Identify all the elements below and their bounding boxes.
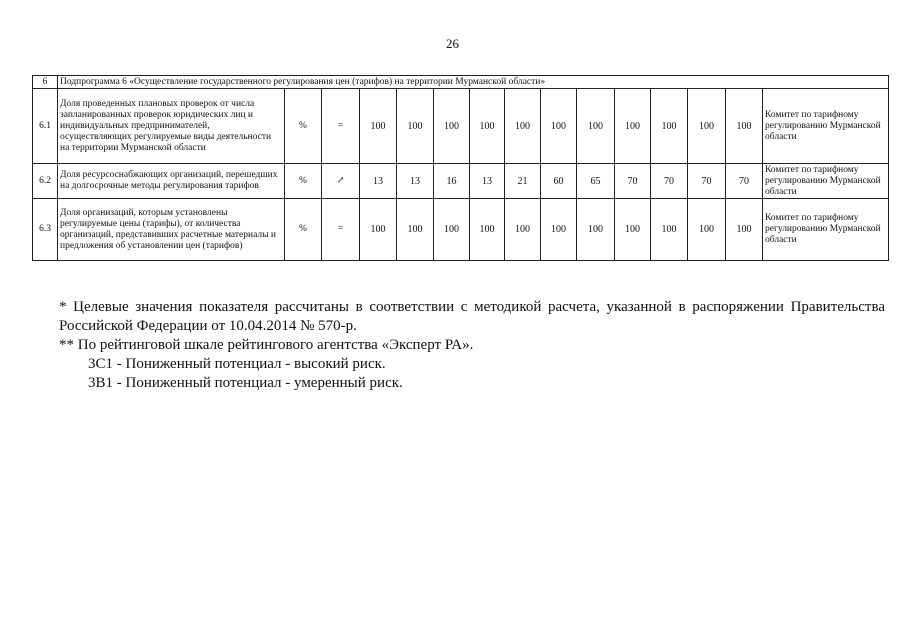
page-number: 26 — [446, 36, 459, 51]
value-cell: 100 — [651, 199, 688, 261]
footnotes — [59, 298, 885, 393]
responsible-org: Комитет по тарифному регулированию Мурманской области — [763, 164, 889, 199]
subprogram-row — [33, 76, 889, 89]
value-cell: 100 — [470, 199, 505, 261]
value-cell: 70 — [726, 164, 763, 199]
value-cell: 100 — [688, 199, 726, 261]
indicator-name: Доля организаций, которым установлены регулируемые цены (тарифы), от количества организаций, представивших расчетные материалы и предложения об установлении цен (тарифов) — [58, 199, 285, 261]
row-number: 6.2 — [33, 164, 58, 199]
value-cell: 70 — [651, 164, 688, 199]
value-cell: 100 — [577, 89, 615, 164]
indicators-table — [32, 75, 889, 261]
footnote-rating-3b1: 3B1 - Пониженный потенциал - умеренный риск. — [88, 375, 403, 391]
value-cell: 100 — [577, 199, 615, 261]
indicator-name: Доля проведенных плановых проверок от числа запланированных проверок юридических лиц и индивидуальных предпринимателей, осуществляющих регулируемые виды деятельности на территории Мурманской области — [58, 89, 285, 164]
trend-cell: ↗ — [322, 164, 360, 199]
value-cell: 100 — [615, 199, 651, 261]
value-cell: 100 — [360, 89, 397, 164]
value-cell: 100 — [651, 89, 688, 164]
indicator-name: Доля ресурсоснабжающих организаций, перешедших на долгосрочные методы регулирования тарифов — [58, 164, 285, 199]
footnote-target-values: * Целевые значения показателя рассчитаны в соответствии с методикой расчета, указанной в распоряжении Правительства Российской Федерации от 10.04.2014 № 570-р. — [59, 299, 885, 334]
value-cell: 100 — [434, 89, 470, 164]
value-cell: 70 — [615, 164, 651, 199]
value-cell: 100 — [470, 89, 505, 164]
value-cell: 100 — [688, 89, 726, 164]
value-cell: 100 — [726, 199, 763, 261]
trend-cell: = — [322, 199, 360, 261]
value-cell: 70 — [688, 164, 726, 199]
row-number: 6.1 — [33, 89, 58, 164]
value-cell: 100 — [397, 199, 434, 261]
responsible-org: Комитет по тарифному регулированию Мурманской области — [763, 89, 889, 164]
value-cell: 100 — [541, 89, 577, 164]
value-cell: 100 — [360, 199, 397, 261]
value-cell: 65 — [577, 164, 615, 199]
table-row — [33, 199, 889, 261]
unit-cell: % — [285, 89, 322, 164]
value-cell: 100 — [541, 199, 577, 261]
value-cell: 13 — [360, 164, 397, 199]
footnote-rating-3c1: 3C1 - Пониженный потенциал - высокий риск. — [88, 356, 386, 372]
value-cell: 100 — [615, 89, 651, 164]
value-cell: 13 — [470, 164, 505, 199]
value-cell: 100 — [397, 89, 434, 164]
trend-cell: = — [322, 89, 360, 164]
value-cell: 13 — [397, 164, 434, 199]
value-cell: 60 — [541, 164, 577, 199]
value-cell: 100 — [434, 199, 470, 261]
value-cell: 100 — [505, 199, 541, 261]
value-cell: 100 — [505, 89, 541, 164]
subprogram-number: 6 — [33, 76, 58, 89]
unit-cell: % — [285, 164, 322, 199]
table-row — [33, 89, 889, 164]
footnote-rating-scale: ** По рейтинговой шкале рейтингового агентства «Эксперт РА». — [59, 337, 474, 353]
subprogram-title: Подпрограмма 6 «Осуществление государственного регулирования цен (тарифов) на территории Мурманской области» — [58, 76, 889, 89]
row-number: 6.3 — [33, 199, 58, 261]
table-row — [33, 164, 889, 199]
unit-cell: % — [285, 199, 322, 261]
value-cell: 100 — [726, 89, 763, 164]
value-cell: 21 — [505, 164, 541, 199]
responsible-org: Комитет по тарифному регулированию Мурманской области — [763, 199, 889, 261]
value-cell: 16 — [434, 164, 470, 199]
